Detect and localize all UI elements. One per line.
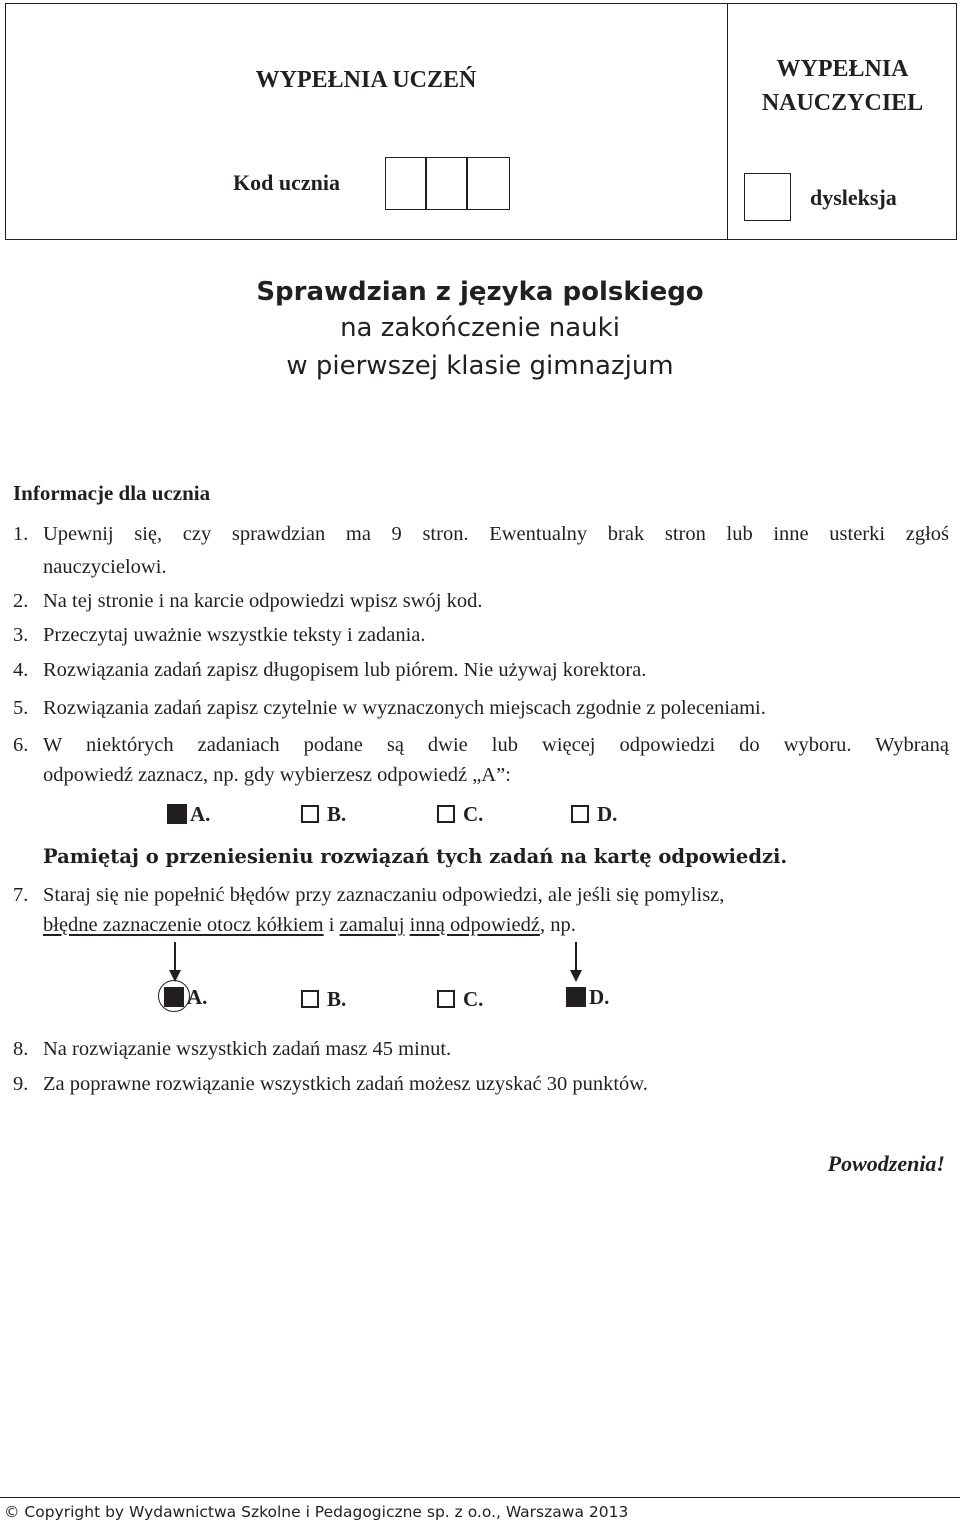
item-8-text: Na rozwiązanie wszystkich zadań masz 45 minut. bbox=[43, 1038, 452, 1060]
arrow-line-d bbox=[575, 942, 577, 972]
dyslexia-label: dysleksja bbox=[810, 185, 897, 210]
empty-checkbox-icon bbox=[437, 990, 455, 1008]
item-7-text-line2: błędne zaznaczenie otocz kółkiem i zamaluj inną odpowiedź, np. bbox=[43, 914, 576, 936]
empty-checkbox-icon bbox=[437, 805, 455, 823]
item-7-number: 7. bbox=[13, 884, 29, 906]
item-4-number: 4. bbox=[13, 659, 29, 681]
student-code-cell-2[interactable] bbox=[426, 157, 467, 210]
item-6-number: 6. bbox=[13, 734, 29, 756]
item-1-text-line1: Upewnij się, czy sprawdzian ma 9 stron. Ewentualny brak stron lub inne usterki zgłoś bbox=[43, 523, 949, 545]
filled-checkbox-icon bbox=[167, 804, 187, 824]
example-option-c: C. bbox=[437, 802, 483, 826]
copyright-notice: © Copyright by Wydawnictwa Szkolne i Pedagogiczne sp. z o.o., Warszawa 2013 bbox=[4, 1503, 629, 1521]
empty-checkbox-icon bbox=[301, 805, 319, 823]
arrow-line-a bbox=[174, 942, 176, 972]
example-option-b: B. bbox=[301, 802, 346, 826]
example-option-d-marked: D. bbox=[566, 985, 609, 1009]
item-5-number: 5. bbox=[13, 697, 29, 719]
item-1-text-line2: nauczycielowi. bbox=[43, 556, 167, 578]
student-code-label: Kod ucznia bbox=[233, 170, 340, 195]
item-8-number: 8. bbox=[13, 1038, 29, 1060]
footer-divider bbox=[0, 1497, 960, 1498]
filled-checkbox-icon bbox=[164, 987, 184, 1007]
teacher-fills-heading-line1: WYPEŁNIA bbox=[776, 56, 909, 82]
item-2-text: Na tej stronie i na karcie odpowiedzi wpisz swój kod. bbox=[43, 590, 483, 612]
info-heading: Informacje dla ucznia bbox=[13, 481, 211, 505]
student-code-cell-3[interactable] bbox=[467, 157, 510, 210]
test-subtitle-1: na zakończenie nauki bbox=[340, 313, 620, 343]
item-1-number: 1. bbox=[13, 523, 29, 545]
dyslexia-checkbox[interactable] bbox=[744, 173, 791, 221]
arrow-down-icon bbox=[570, 970, 582, 982]
item-9-text: Za poprawne rozwiązanie wszystkich zadań możesz uzyskać 30 punktów. bbox=[43, 1073, 648, 1095]
filled-checkbox-icon bbox=[566, 987, 586, 1007]
example-option-a-marked: A. bbox=[167, 802, 210, 826]
teacher-fills-heading-line2: NAUCZYCIEL bbox=[761, 90, 924, 116]
student-code-cell-1[interactable] bbox=[385, 157, 426, 210]
test-title: Sprawdzian z języka polskiego bbox=[256, 277, 704, 307]
item-9-number: 9. bbox=[13, 1073, 29, 1095]
empty-checkbox-icon bbox=[301, 990, 319, 1008]
example-option-a-circled: A. bbox=[164, 985, 207, 1009]
remember-note: Pamiętaj o przeniesieniu rozwiązań tych zadań na kartę odpowiedzi. bbox=[43, 845, 788, 868]
item-4-text: Rozwiązania zadań zapisz długopisem lub piórem. Nie używaj korektora. bbox=[43, 659, 647, 681]
example-option-c-2: C. bbox=[437, 987, 483, 1011]
good-luck-text: Powodzenia! bbox=[827, 1151, 945, 1176]
empty-checkbox-icon bbox=[571, 805, 589, 823]
item-7-text-line1: Staraj się nie popełnić błędów przy zaznaczaniu odpowiedzi, ale jeśli się pomylisz, bbox=[43, 884, 725, 906]
student-fills-heading: WYPEŁNIA UCZEŃ bbox=[255, 67, 477, 93]
header-divider bbox=[727, 3, 728, 240]
example-option-d: D. bbox=[571, 802, 617, 826]
test-subtitle-2: w pierwszej klasie gimnazjum bbox=[286, 351, 674, 381]
item-2-number: 2. bbox=[13, 590, 29, 612]
item-6-text-line2: odpowiedź zaznacz, np. gdy wybierzesz odpowiedź „A”: bbox=[43, 764, 511, 786]
item-3-text: Przeczytaj uważnie wszystkie teksty i zadania. bbox=[43, 624, 426, 646]
item-3-number: 3. bbox=[13, 624, 29, 646]
item-6-text-line1: W niektórych zadaniach podane są dwie lub więcej odpowiedzi do wyboru. Wybraną bbox=[43, 734, 949, 756]
example-option-b-2: B. bbox=[301, 987, 346, 1011]
item-5-text: Rozwiązania zadań zapisz czytelnie w wyznaczonych miejscach zgodnie z poleceniami. bbox=[43, 697, 766, 719]
